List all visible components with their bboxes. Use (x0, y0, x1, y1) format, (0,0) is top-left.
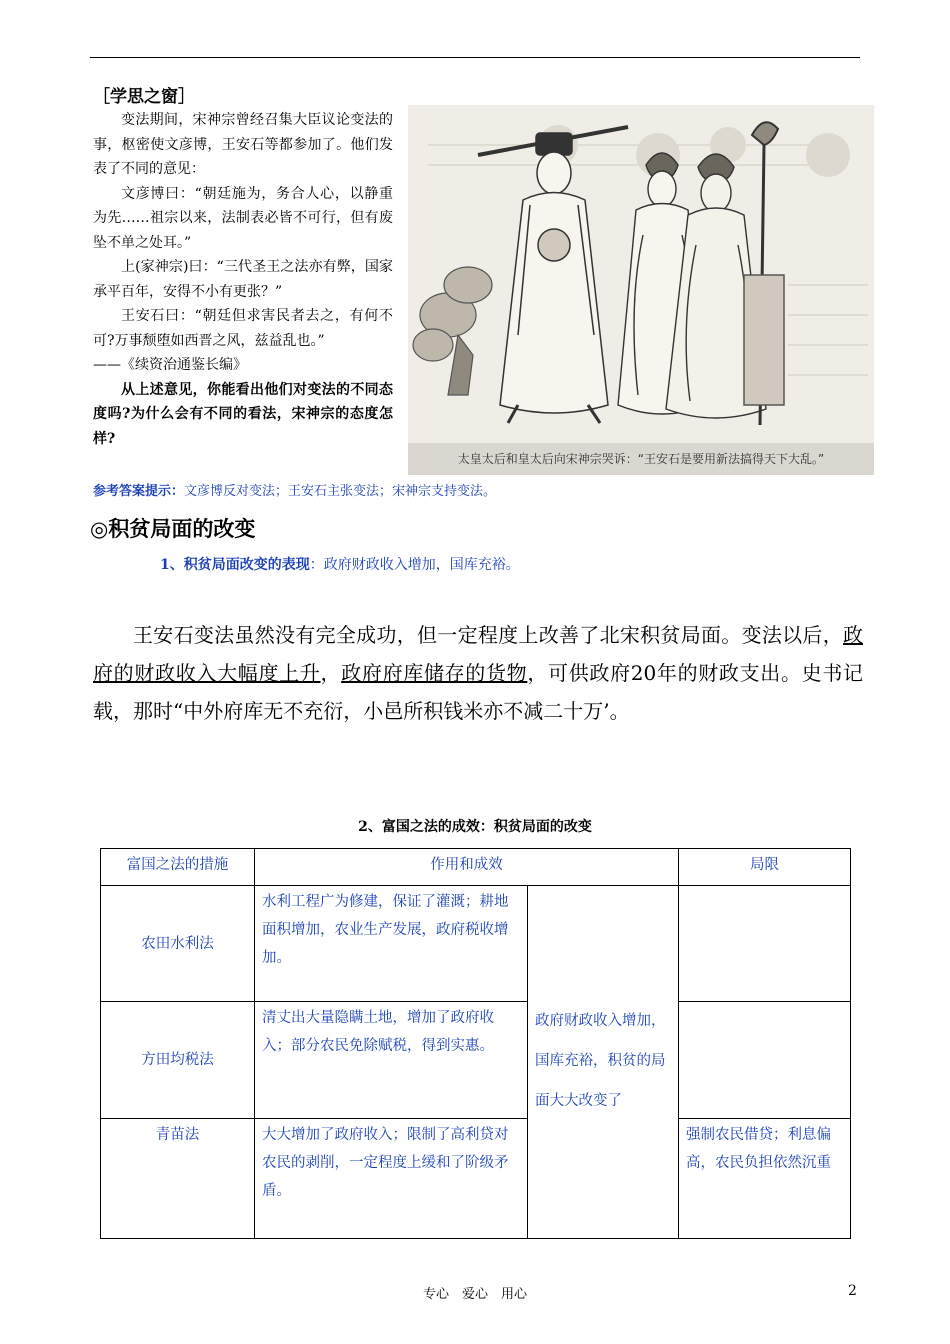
section-title: ◎积贫局面的改变 (90, 516, 256, 541)
box-title: ［学思之窗］ (93, 87, 195, 107)
footer-motto: 专心 爱心 用心 (422, 1287, 527, 1302)
table-row (101, 886, 851, 1002)
point-1-text: ：政府财政收入增加，国库充裕。 (309, 557, 520, 573)
question: 从上述意见，你能看出他们对变法的不同态度吗?为什么会有不同的看法，宋神宗的态度怎样? (93, 381, 393, 447)
historical-illustration (408, 105, 874, 475)
illustration-drawing (408, 105, 874, 443)
row-effect: 水利工程广为修建，保证了灌溉；耕地面积增加，农业生产发展，政府税收增加。 (255, 886, 528, 1002)
table-header-row (101, 849, 851, 886)
header-measure: 富国之法的措施 (101, 849, 255, 886)
paragraph-text-2: ， (320, 661, 342, 685)
row-measure-name: 青苗法 (101, 1119, 255, 1239)
paragraph-text-3: ，可供政府20年的财政支出。史书记载，那时“中外府库无不充衍，小邑所积钱米亦不减二十万’。 (93, 661, 864, 723)
row-effect: 大大增加了政府收入；限制了高利贷对农民的剥削，一定程度上缓和了阶级矛盾。 (255, 1119, 528, 1239)
shang-quote: 上(家神宗)曰：“三代圣王之法亦有弊，国家承平百年，安得不小有更张？” (93, 259, 393, 300)
illustration-caption: 太皇太后和皇太后向宋神宗哭诉：“王安石是要用新法搞得天下大乱。” (408, 443, 874, 475)
hint-text: 文彦博反对变法；王安石主张变法；宋神宗支持变法。 (184, 484, 497, 499)
table-row (101, 1002, 851, 1119)
wang-quote: 王安石曰：“朝廷但求害民者去之，有何不可?万事颓堕如西晋之风，兹益乱也。” (93, 308, 393, 349)
hint-label: 参考答案提示： (93, 484, 185, 499)
point-1-label: 1、积贫局面改变的表现 (160, 557, 310, 573)
header-rule (90, 57, 860, 58)
paragraph-underline-1: 政府的财政收入大幅度上升 (93, 623, 863, 685)
reform-effects-table (100, 848, 851, 1239)
page-number: 2 (848, 1283, 857, 1299)
wen-quote: 文彦博曰：“朝廷施为，务合人心，以静重为先……祖宗以来，法制表必皆不可行，但有废坠不单之处耳。” (93, 185, 393, 251)
row-limit (679, 1002, 851, 1119)
paragraph-underline-2: 政府府库储存的货物 (341, 661, 528, 685)
row-measure-name: 方田均税法 (101, 1002, 255, 1119)
paragraph-text-1: 王安石变法虽然没有完全成功，但一定程度上改善了北宋积贫局面。变法以后， (133, 623, 843, 647)
row-limit (679, 886, 851, 1002)
row-effect: 清丈出大量隐瞒土地，增加了政府收入；部分农民免除赋税，得到实惠。 (255, 1002, 528, 1119)
row-limit: 强制农民借贷；利息偏高，农民负担依然沉重 (679, 1119, 851, 1239)
source-citation: ——《续资治通鉴长编》 (93, 357, 247, 373)
table-title: 2、富国之法的成效：积贫局面的改变 (358, 819, 592, 835)
header-limit: 局限 (679, 849, 851, 886)
row-measure-name: 农田水利法 (101, 886, 255, 1002)
study-window-text (93, 108, 393, 451)
point-1 (160, 554, 520, 574)
merged-effect: 政府财政收入增加，国库充裕，积贫的局面大大改变了 (528, 886, 679, 1239)
body-paragraph (93, 616, 863, 730)
table-row (101, 1119, 851, 1239)
intro-paragraph: 变法期间，宋神宗曾经召集大臣议论变法的事，枢密使文彦博，王安石等都参加了。他们发表了不同的意见： (93, 112, 393, 177)
header-effect: 作用和成效 (255, 849, 679, 886)
answer-hint (93, 480, 496, 499)
